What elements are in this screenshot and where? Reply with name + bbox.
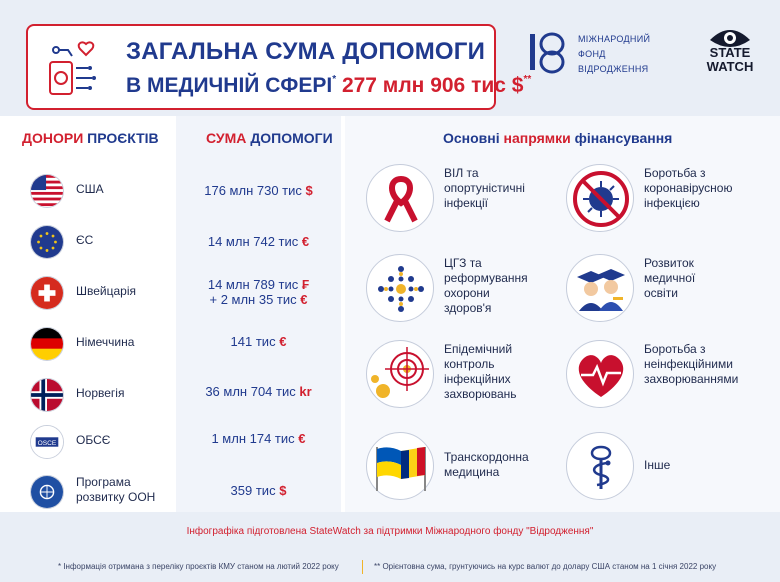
sum-line bbox=[176, 277, 341, 292]
direction-icon-wrap bbox=[566, 340, 634, 408]
sum-currency: € bbox=[279, 334, 287, 349]
sum-header-b: ДОПОМОГИ bbox=[250, 130, 333, 146]
direction-item bbox=[566, 432, 766, 502]
no-virus-icon bbox=[567, 165, 635, 233]
irf-line-3: ВІДРОДЖЕННЯ bbox=[578, 64, 649, 74]
direction-line: ЦГЗ та bbox=[444, 256, 482, 270]
footnote-1: * Інформація отримана з переліку проєктів КМУ станом на лютий 2022 року bbox=[58, 562, 339, 571]
donor-row bbox=[30, 471, 180, 511]
direction-line: Транскордонна bbox=[444, 450, 529, 464]
sums-panel bbox=[176, 116, 341, 512]
sum-amount: 141 тис bbox=[230, 334, 276, 349]
sum-amount: 176 млн 730 тис bbox=[204, 183, 302, 198]
sum-amount: 1 млн 174 тис bbox=[211, 431, 295, 446]
sum-currency: € bbox=[300, 292, 308, 307]
direction-label bbox=[444, 166, 564, 211]
donor-name: ОБСЄ bbox=[76, 433, 111, 447]
footnote-divider bbox=[362, 560, 363, 574]
norway-flag-icon bbox=[30, 378, 64, 412]
direction-icon-wrap bbox=[366, 340, 434, 408]
direction-line: захворювань bbox=[444, 387, 517, 401]
flags-icon bbox=[367, 433, 435, 501]
direction-icon-wrap bbox=[566, 254, 634, 322]
direction-line: медичної bbox=[644, 271, 696, 285]
direction-item bbox=[566, 340, 766, 410]
donor-row bbox=[30, 323, 180, 363]
sum-value bbox=[176, 183, 341, 198]
header-card bbox=[26, 24, 532, 110]
direction-icon-wrap bbox=[566, 164, 634, 232]
credit-text: Інфографіка підготовлена StateWatch за підтримки Міжнародного фонду "Відродження" bbox=[186, 526, 594, 537]
network-icon bbox=[367, 255, 435, 323]
caduceus-icon bbox=[567, 433, 635, 501]
direction-icon-wrap bbox=[366, 432, 434, 500]
sum-amount: + 2 млн 35 тис bbox=[209, 292, 297, 307]
sum-currency: ₣ bbox=[301, 277, 310, 292]
dir-header-a: Основні bbox=[443, 130, 500, 146]
donors-header-a: ДОНОРИ bbox=[22, 130, 84, 146]
osce-logo-icon bbox=[30, 425, 64, 459]
sum-value bbox=[176, 234, 341, 249]
sum-currency: € bbox=[301, 234, 310, 249]
total-amount: 277 млн 906 тис $ bbox=[341, 74, 524, 97]
page-subtitle bbox=[126, 74, 531, 98]
direction-icon-wrap bbox=[566, 432, 634, 500]
direction-line: Епідемічний bbox=[444, 342, 513, 356]
donor-name: Швейцарія bbox=[76, 284, 136, 298]
donor-name: Німеччина bbox=[76, 335, 135, 349]
direction-line: здоров'я bbox=[444, 301, 492, 315]
direction-line: медицина bbox=[444, 465, 500, 479]
direction-line: інфекції bbox=[444, 196, 488, 210]
sum-value bbox=[176, 431, 341, 446]
direction-line: опортуністичні bbox=[444, 181, 525, 195]
direction-line: реформування bbox=[444, 271, 528, 285]
direction-label bbox=[444, 450, 564, 480]
donor-name: США bbox=[76, 182, 104, 196]
total-mark: ** bbox=[523, 74, 532, 85]
sum-amount: 359 тис bbox=[230, 483, 276, 498]
donor-name: Норвегія bbox=[76, 386, 125, 400]
direction-label bbox=[644, 458, 764, 473]
sum-currency: € bbox=[298, 431, 306, 446]
donors-column-header bbox=[22, 130, 159, 146]
sum-value bbox=[176, 277, 341, 307]
dir-header-b: напрямки bbox=[503, 130, 571, 146]
direction-item bbox=[366, 432, 566, 502]
direction-icon-wrap bbox=[366, 164, 434, 232]
direction-line: Розвиток bbox=[644, 256, 694, 270]
heart-pulse-icon bbox=[567, 341, 635, 409]
sum-amount: 14 млн 742 тис bbox=[207, 234, 299, 249]
direction-item bbox=[366, 254, 566, 324]
statewatch-logo-text bbox=[700, 46, 760, 74]
graduates-icon bbox=[567, 255, 635, 323]
donor-row bbox=[30, 421, 180, 461]
sw-line-2: WATCH bbox=[706, 59, 754, 74]
direction-item bbox=[566, 254, 766, 324]
direction-line: інфекцією bbox=[644, 196, 700, 210]
sum-currency: $ bbox=[279, 483, 287, 498]
direction-line: Інше bbox=[644, 458, 671, 472]
donor-row bbox=[30, 374, 180, 414]
subtitle-mark: * bbox=[332, 74, 337, 85]
direction-line: освіти bbox=[644, 286, 678, 300]
donor-row bbox=[30, 170, 180, 210]
direction-line: коронавірусною bbox=[644, 181, 733, 195]
irf-logo-text bbox=[578, 32, 650, 77]
footnote-2: ** Орієнтовна сума, грунтуючись на курс валют до долару США станом на 1 січня 2022 року bbox=[374, 562, 717, 571]
direction-label bbox=[644, 342, 764, 387]
sw-line-1: STATE bbox=[709, 45, 751, 60]
sum-line bbox=[176, 292, 341, 307]
donor-name-line1: Програма bbox=[76, 475, 131, 489]
direction-line: Боротьба з bbox=[644, 342, 706, 356]
sum-value bbox=[176, 334, 341, 349]
sum-amount: 14 млн 789 тис bbox=[207, 277, 299, 292]
sum-column-header bbox=[206, 130, 333, 146]
sum-value bbox=[176, 483, 341, 498]
sum-currency: kr bbox=[299, 384, 312, 399]
eu-flag-icon bbox=[30, 225, 64, 259]
direction-item bbox=[366, 164, 566, 234]
direction-line: охорони bbox=[444, 286, 490, 300]
direction-line: захворюваннями bbox=[644, 372, 739, 386]
us-flag-icon bbox=[30, 174, 64, 208]
sum-currency: $ bbox=[305, 183, 313, 198]
direction-line: неінфекційними bbox=[644, 357, 733, 371]
direction-line: інфекційних bbox=[444, 372, 511, 386]
german-flag-icon bbox=[30, 327, 64, 361]
irf-line-2: ФОНД bbox=[578, 49, 606, 59]
irf-line-1: МІЖНАРОДНИЙ bbox=[578, 34, 651, 44]
direction-label bbox=[644, 256, 764, 301]
direction-icon-wrap bbox=[366, 254, 434, 322]
subtitle-text: В МЕДИЧНІЙ СФЕРІ bbox=[126, 74, 333, 97]
direction-label bbox=[444, 256, 564, 316]
direction-line: контроль bbox=[444, 357, 495, 371]
money-heart-icon bbox=[42, 38, 104, 100]
direction-item bbox=[566, 164, 766, 234]
directions-column-header bbox=[443, 130, 672, 146]
dir-header-c: фінансування bbox=[574, 130, 673, 146]
irf-logo-icon bbox=[528, 30, 568, 74]
sum-amount: 36 млн 704 тис bbox=[205, 384, 296, 399]
direction-line: ВІЛ та bbox=[444, 166, 479, 180]
page-title: ЗАГАЛЬНА СУМА ДОПОМОГИ bbox=[126, 38, 486, 65]
donors-header-b: ПРОЄКТІВ bbox=[87, 130, 159, 146]
svg-text:OSCE: OSCE bbox=[37, 439, 57, 447]
donor-name: ЄС bbox=[76, 233, 94, 247]
direction-label bbox=[644, 166, 764, 211]
undp-logo-icon bbox=[30, 475, 64, 509]
sum-header-a: СУМА bbox=[206, 130, 247, 146]
direction-item bbox=[366, 340, 566, 410]
donor-name bbox=[76, 475, 155, 505]
swiss-flag-icon bbox=[30, 276, 64, 310]
sum-value bbox=[176, 384, 341, 399]
ribbon-icon bbox=[367, 165, 435, 233]
direction-label bbox=[444, 342, 564, 402]
donor-row bbox=[30, 221, 180, 261]
direction-line: Боротьба з bbox=[644, 166, 706, 180]
target-virus-icon bbox=[367, 341, 435, 409]
donor-name-line2: розвитку ООН bbox=[76, 490, 156, 504]
donor-row bbox=[30, 272, 180, 312]
